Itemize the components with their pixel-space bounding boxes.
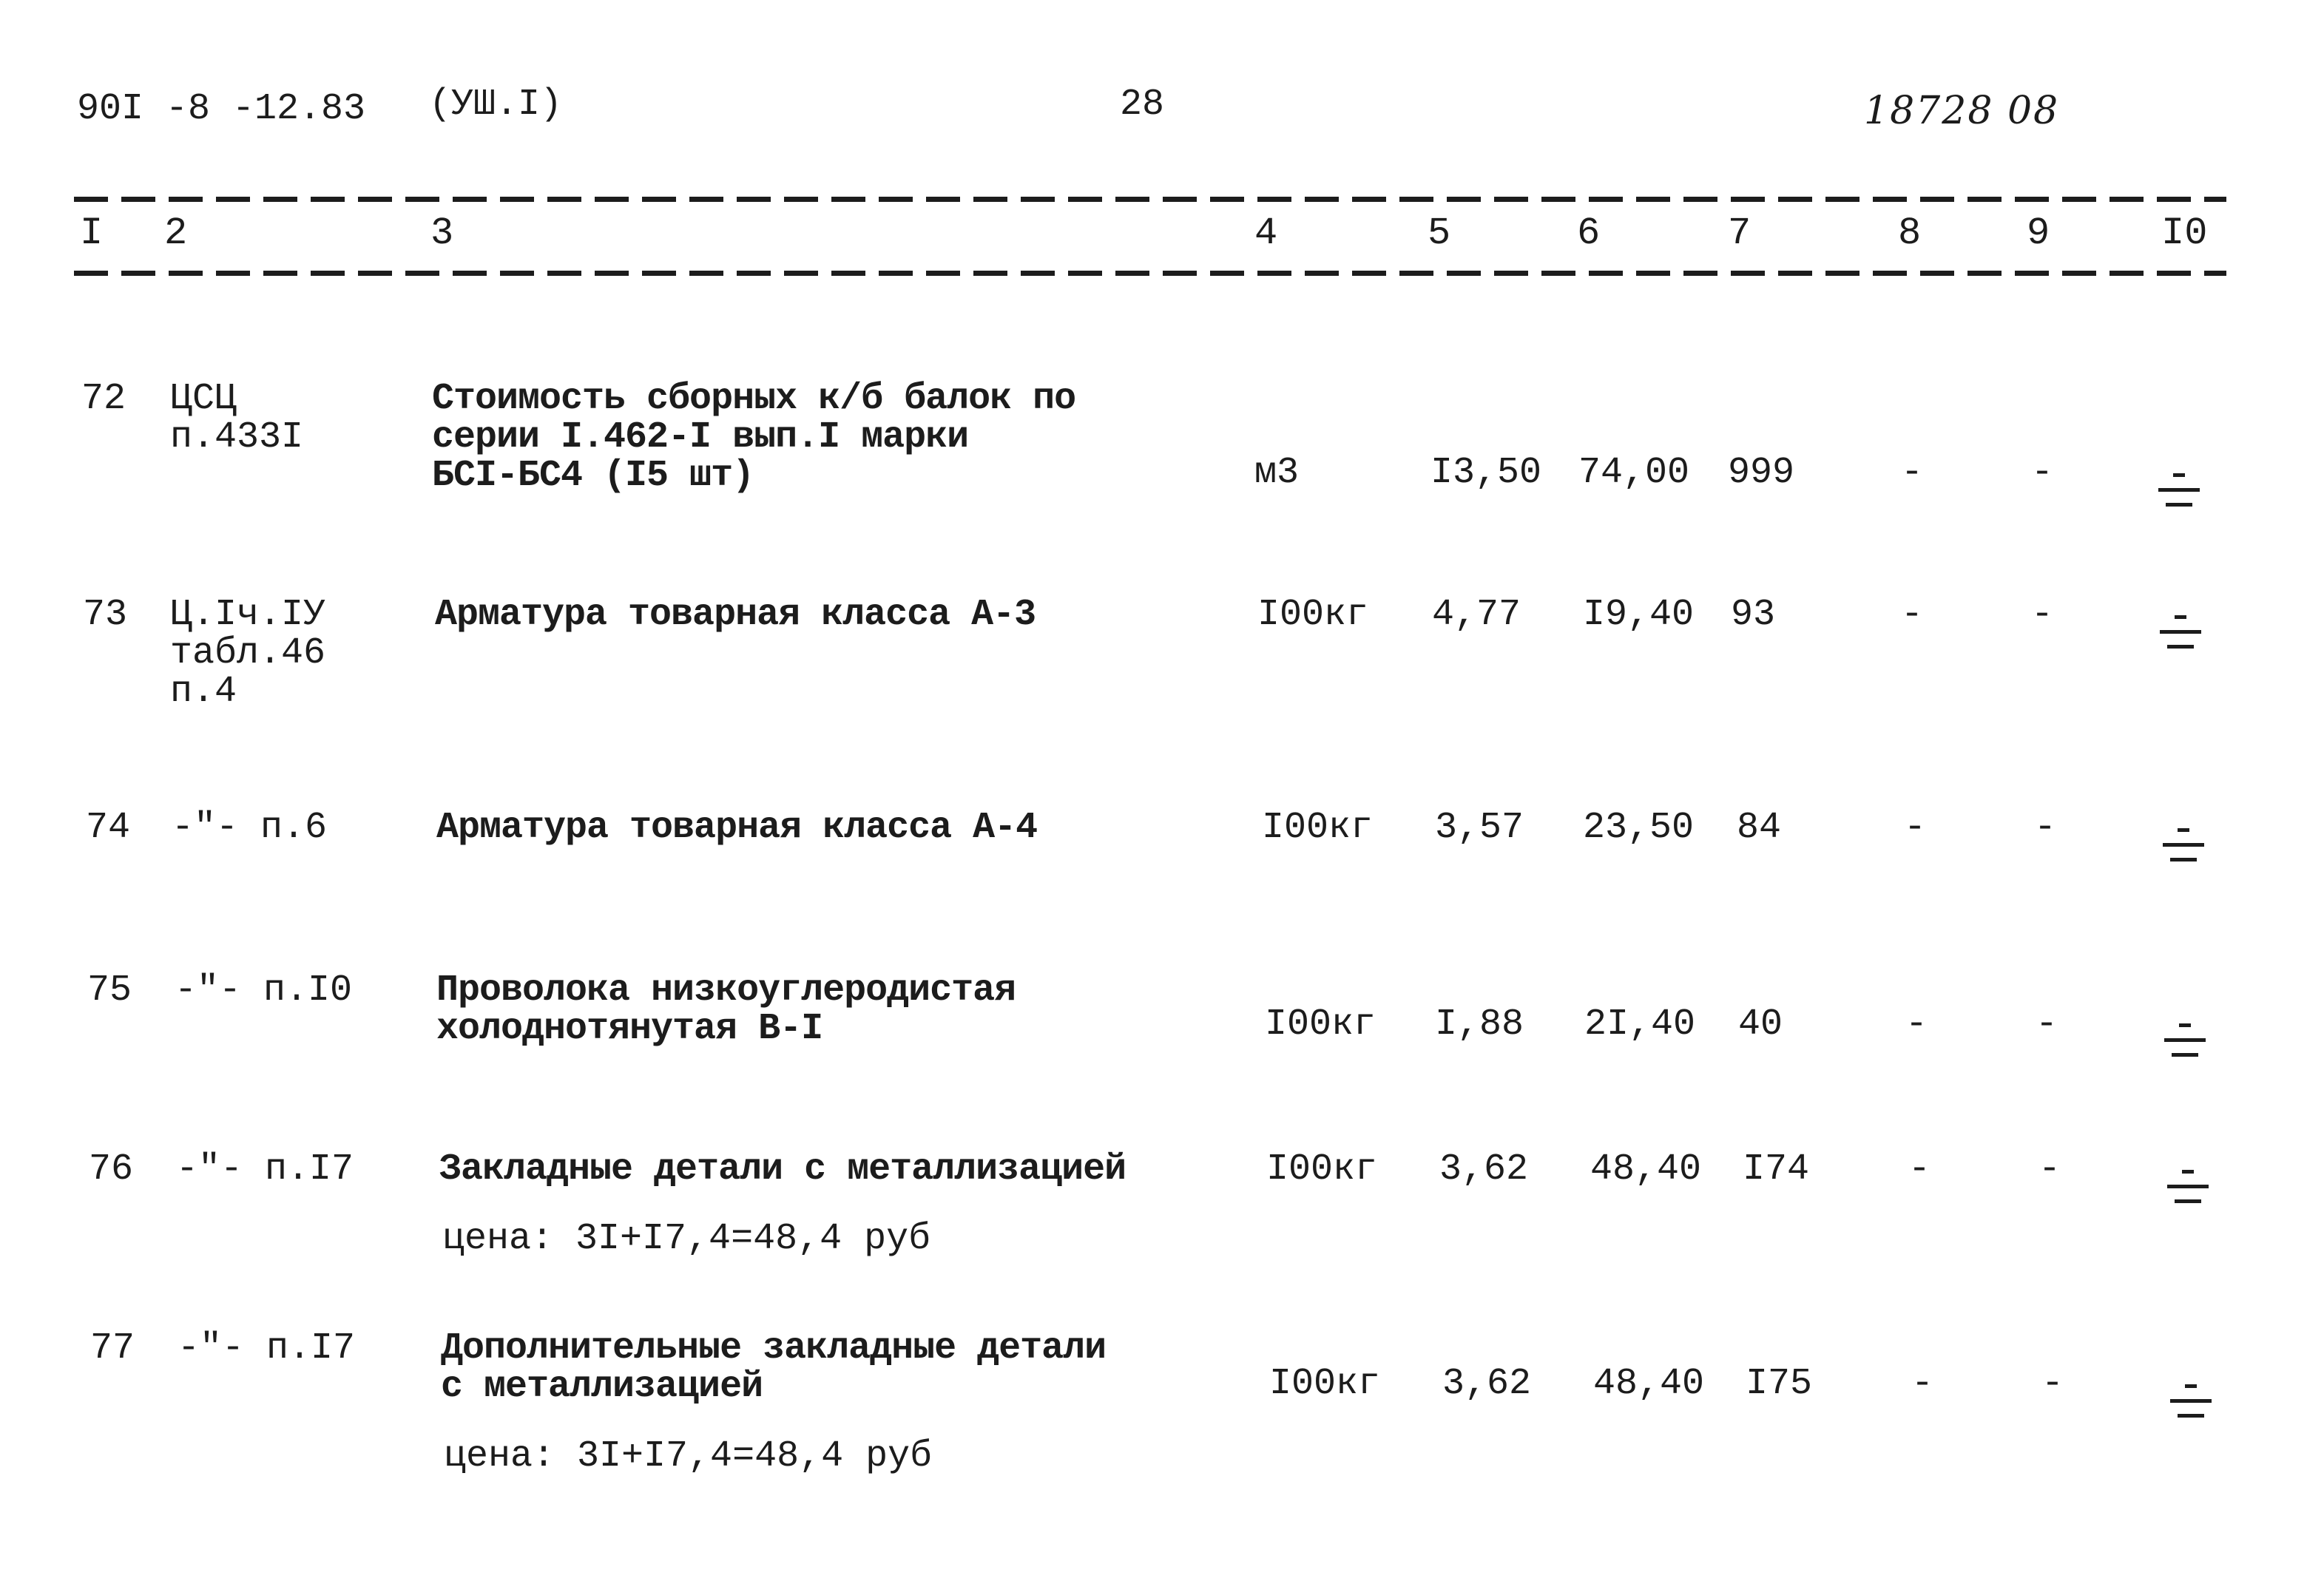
row-total: I75 (1746, 1363, 1813, 1405)
row-number: 74 (86, 807, 131, 849)
col-header-1: I (80, 211, 104, 255)
row-col8: - (1911, 1363, 1934, 1405)
row-col9: - (2041, 1363, 2064, 1405)
row-reference: -"- п.6 (172, 807, 328, 849)
row-col8: - (1901, 594, 1924, 636)
col-header-9: 9 (2027, 211, 2050, 255)
row-unit: I00кг (1266, 1148, 1378, 1191)
row-description: Дополнительные закладные детали с металлизацией (441, 1327, 1107, 1408)
row-quantity: 3,62 (1442, 1363, 1532, 1405)
equals-mark-icon (2160, 615, 2201, 652)
row-description: Закладные детали с металлизацией (439, 1148, 1126, 1191)
row-total: 93 (1731, 594, 1776, 636)
row-number: 76 (89, 1148, 134, 1191)
equals-mark-icon (2158, 473, 2200, 510)
row-price-note: цена: 3I+I7,4=48,4 руб (444, 1435, 933, 1477)
row-total: 40 (1738, 1003, 1783, 1046)
row-col8: - (1901, 452, 1924, 494)
row-quantity: 4,77 (1432, 594, 1521, 636)
row-price-note: цена: 3I+I7,4=48,4 руб (442, 1218, 931, 1260)
col-header-8: 8 (1898, 211, 1922, 255)
row-number: 73 (83, 594, 128, 636)
row-reference: ЦСЦ п.433I (170, 378, 304, 458)
row-description: Арматура товарная класса А-3 (435, 594, 1036, 636)
row-rate: 48,40 (1590, 1148, 1702, 1191)
row-reference: Ц.Iч.IУ табл.46 п.4 (170, 594, 326, 713)
col-header-6: 6 (1577, 211, 1601, 255)
col-header-10: I0 (2161, 211, 2208, 255)
row-total: 84 (1737, 807, 1782, 849)
row-description: Проволока низкоуглеродистая холоднотянутая В-I (436, 969, 1016, 1050)
row-reference: -"- п.I7 (176, 1148, 354, 1191)
row-number: 75 (87, 969, 132, 1012)
row-col9: - (2031, 594, 2054, 636)
doc-code: 90I -8 -12.83 (77, 88, 366, 130)
col-header-5: 5 (1428, 211, 1451, 255)
row-rate: 23,50 (1583, 807, 1695, 849)
row-unit: I00кг (1262, 807, 1374, 849)
row-unit: I00кг (1257, 594, 1369, 636)
row-col9: - (2038, 1148, 2061, 1191)
header-top-rule (74, 197, 2226, 202)
row-total: I74 (1743, 1148, 1810, 1191)
row-rate: I9,40 (1583, 594, 1695, 636)
row-number: 72 (81, 378, 126, 420)
row-rate: 74,00 (1578, 452, 1690, 494)
row-col8: - (1905, 1003, 1928, 1046)
equals-mark-icon (2170, 1384, 2212, 1421)
row-description: Стоимость сборных к/б балок по серии I.462-I вып.I марки БСI-БС4 (I5 шт) (432, 378, 1076, 497)
equals-mark-icon (2164, 1023, 2206, 1060)
col-header-3: 3 (430, 211, 454, 255)
equals-mark-icon (2167, 1170, 2209, 1207)
header-bottom-rule (74, 271, 2226, 276)
col-header-4: 4 (1254, 211, 1278, 255)
col-header-7: 7 (1728, 211, 1752, 255)
row-quantity: 3,62 (1439, 1148, 1529, 1191)
col-header-2: 2 (164, 211, 188, 255)
row-quantity: I3,50 (1430, 452, 1542, 494)
row-rate: 2I,40 (1584, 1003, 1696, 1046)
row-reference: -"- п.I7 (178, 1327, 356, 1370)
row-col8: - (1908, 1148, 1931, 1191)
row-quantity: 3,57 (1435, 807, 1524, 849)
row-unit: м3 (1254, 452, 1300, 494)
equals-mark-icon (2163, 828, 2204, 865)
row-number: 77 (90, 1327, 135, 1370)
row-col8: - (1904, 807, 1927, 849)
row-reference: -"- п.I0 (175, 969, 353, 1012)
row-description: Арматура товарная класса А-4 (436, 807, 1038, 849)
row-total: 999 (1728, 452, 1795, 494)
row-col9: - (2036, 1003, 2058, 1046)
row-col9: - (2031, 452, 2054, 494)
page-number: 28 (1120, 84, 1165, 126)
stamp-number: 18728 08 (1864, 89, 2060, 133)
section-code: (УШ.I) (429, 84, 563, 126)
row-unit: I00кг (1269, 1363, 1381, 1405)
row-unit: I00кг (1265, 1003, 1377, 1046)
row-rate: 48,40 (1593, 1363, 1705, 1405)
row-col9: - (2034, 807, 2057, 849)
row-quantity: I,88 (1435, 1003, 1524, 1046)
